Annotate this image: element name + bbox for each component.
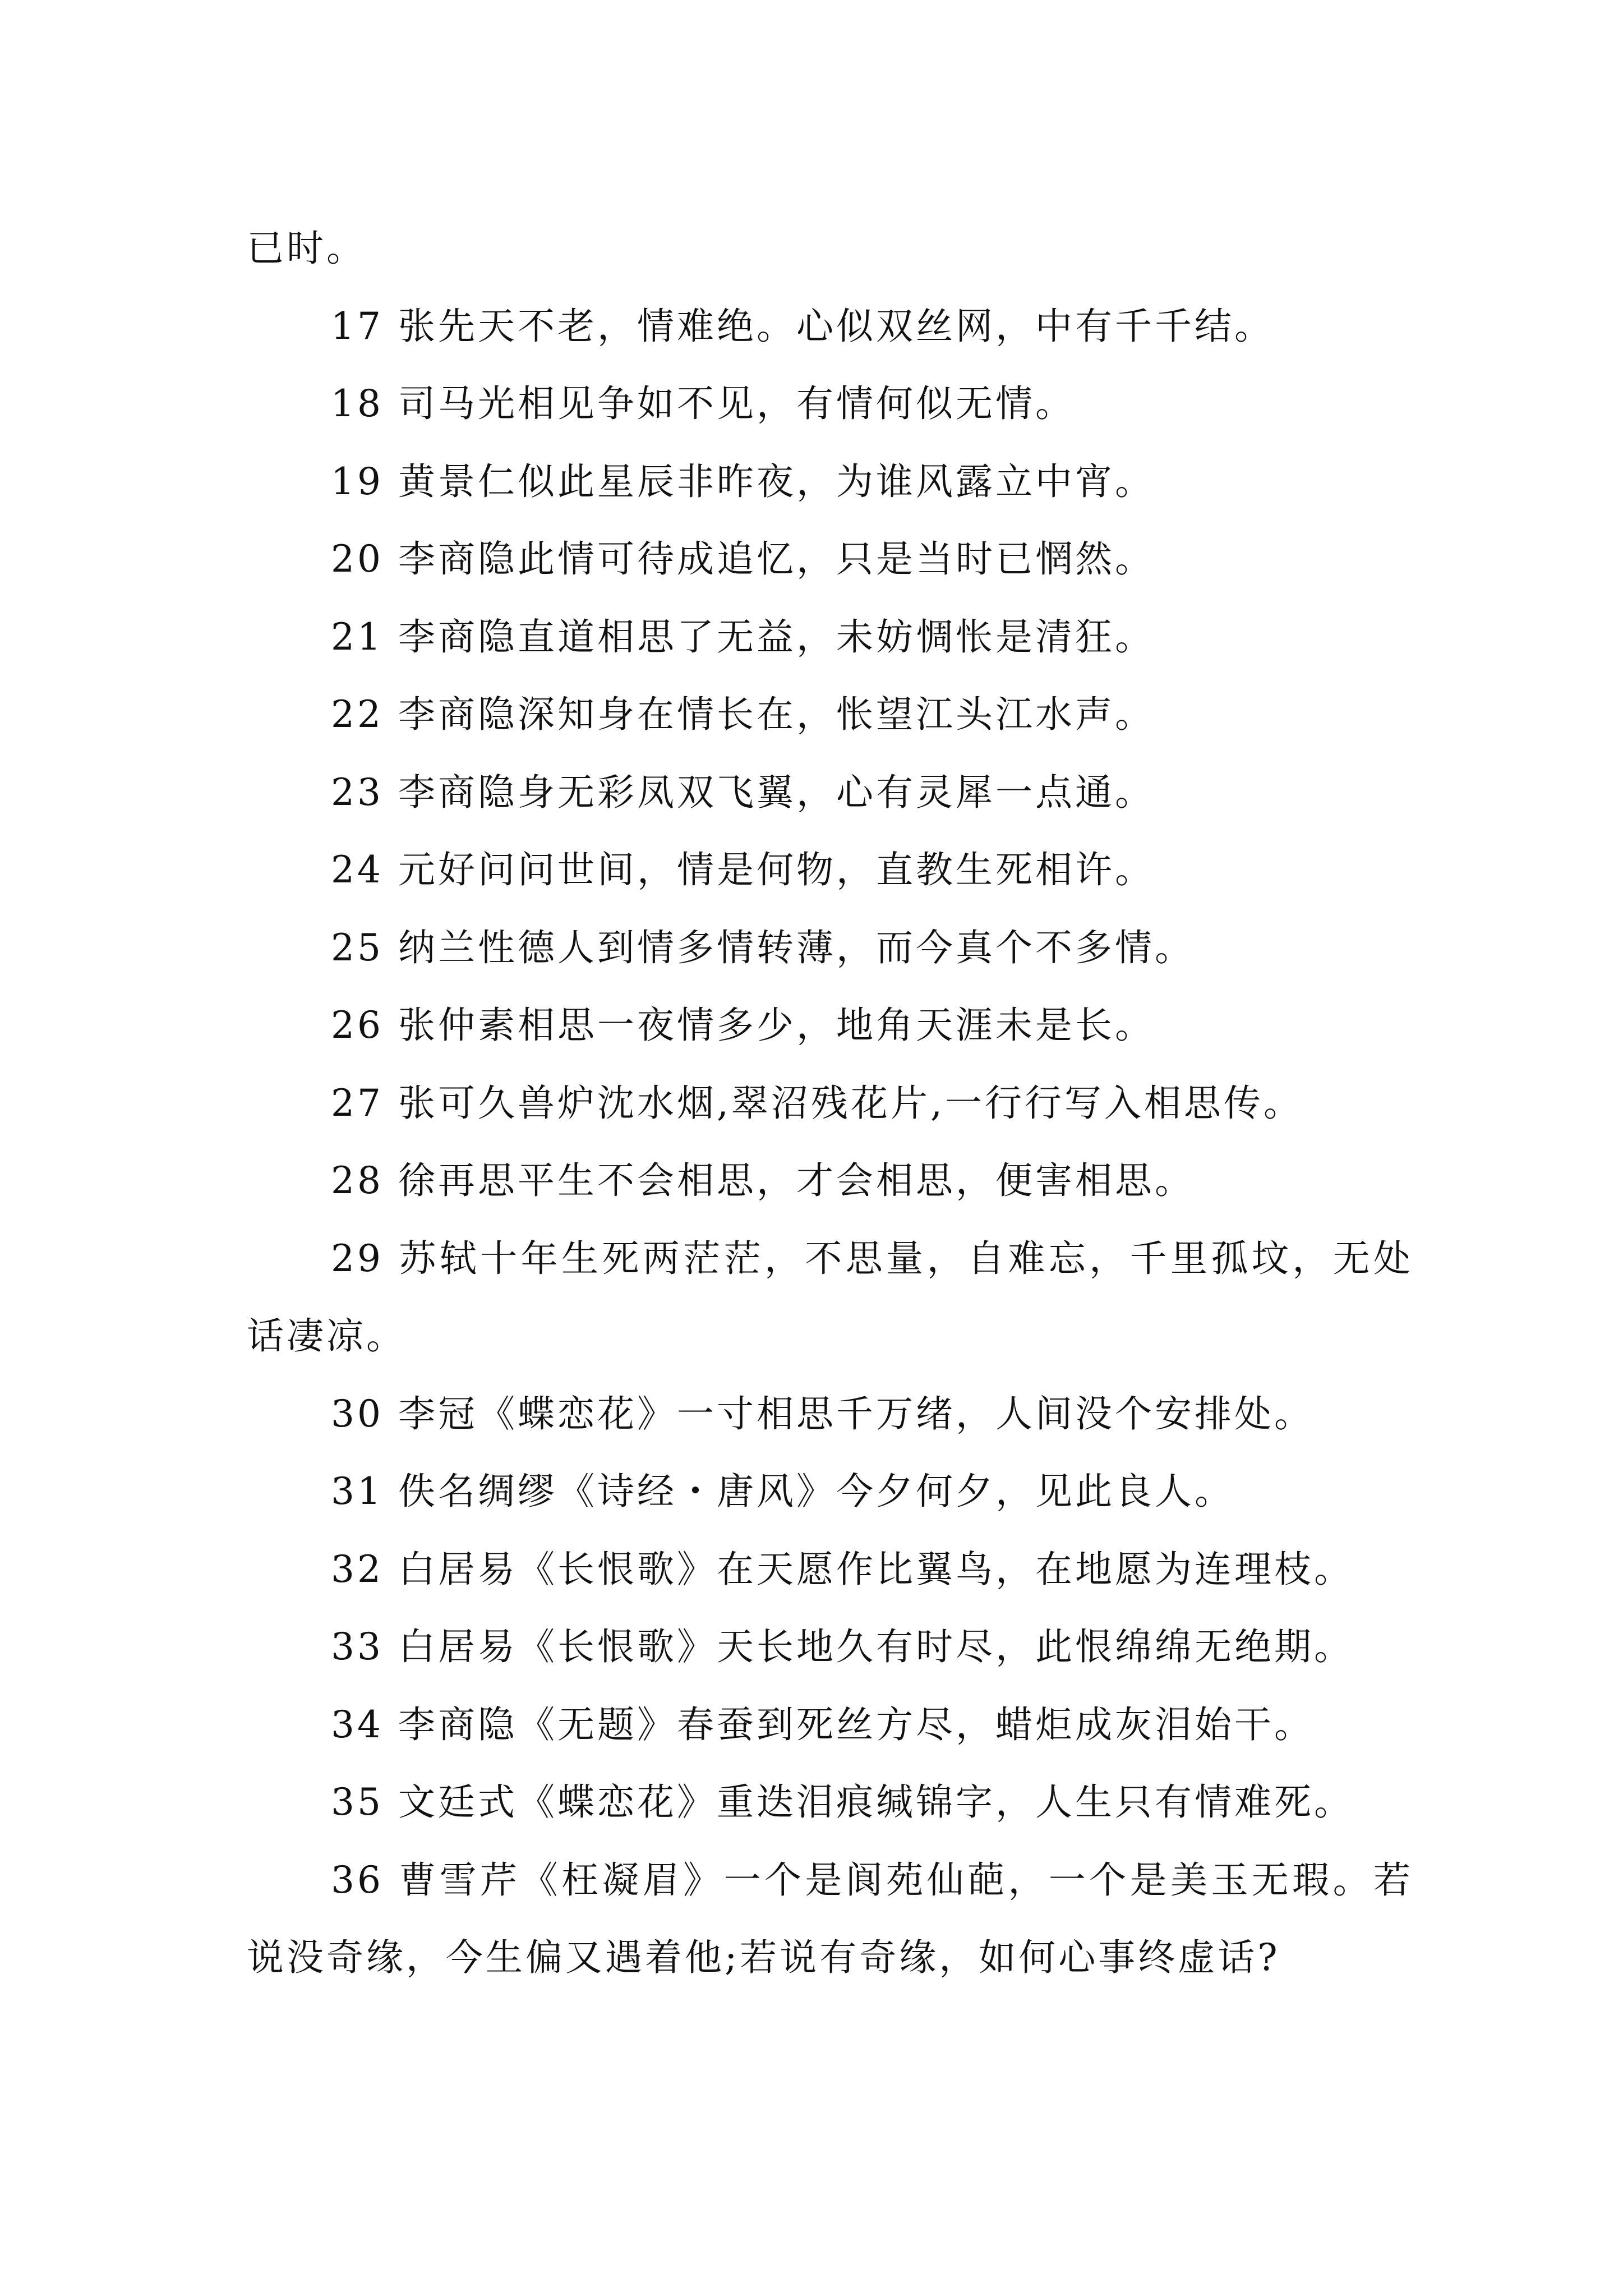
paragraph-quote-17: 17 张先天不老，情难绝。心似双丝网，中有千千结。 <box>331 304 1274 348</box>
paragraph-quote-20: 20 李商隐此情可待成追忆，只是当时已惘然。 <box>331 537 1155 581</box>
paragraph-quote-25: 25 纳兰性德人到情多情转薄，而今真个不多情。 <box>331 926 1195 969</box>
paragraph-quote-36: 36 曹雪芹《枉凝眉》一个是阆苑仙葩，一个是美玉无瑕。若说没奇缘，今生偏又遇着他;若说有奇缘，如何心事终虚话? <box>247 1858 1413 1979</box>
paragraph-quote-34: 34 李商隐《无题》春蚕到死丝方尽，蜡炬成灰泪始干。 <box>331 1703 1314 1746</box>
paragraph-quote-19: 19 黄景仁似此星辰非昨夜，为谁风露立中宵。 <box>331 459 1155 503</box>
paragraph-quote-27: 27 张可久兽炉沈水烟,翠沼残花片,一行行写入相思传。 <box>331 1081 1303 1125</box>
paragraph-quote-33: 33 白居易《长恨歌》天长地久有时尽，此恨绵绵无绝期。 <box>331 1625 1354 1668</box>
paragraph-quote-30: 30 李冠《蝶恋花》一寸相思千万绪，人间没个安排处。 <box>331 1392 1314 1435</box>
paragraph-quote-31: 31 佚名绸缪《诗经・唐风》今夕何夕，见此良人。 <box>331 1470 1234 1513</box>
document-body <box>247 210 1413 1997</box>
paragraph-quote-28: 28 徐再思平生不会相思，才会相思，便害相思。 <box>331 1159 1195 1202</box>
paragraph-quote-35: 35 文廷式《蝶恋花》重迭泪痕缄锦字，人生只有情难死。 <box>331 1780 1354 1824</box>
paragraph-quote-29: 29 苏轼十年生死两茫茫，不思量，自难忘，千里孤坟，无处话凄凉。 <box>247 1236 1413 1358</box>
paragraph-quote-26: 26 张仲素相思一夜情多少，地角天涯未是长。 <box>331 1004 1155 1047</box>
paragraph-continuation: 已时。 <box>247 227 366 270</box>
paragraph-quote-21: 21 李商隐直道相思了无益，未妨惆怅是清狂。 <box>331 615 1155 659</box>
paragraph-quote-18: 18 司马光相见争如不见，有情何似无情。 <box>331 382 1075 425</box>
paragraph-quote-22: 22 李商隐深知身在情长在，怅望江头江水声。 <box>331 693 1155 736</box>
paragraph-quote-32: 32 白居易《长恨歌》在天愿作比翼鸟，在地愿为连理枝。 <box>331 1547 1354 1591</box>
paragraph-quote-24: 24 元好问问世间，情是何物，直教生死相许。 <box>331 848 1155 891</box>
paragraph-quote-23: 23 李商隐身无彩凤双飞翼，心有灵犀一点通。 <box>331 770 1155 814</box>
